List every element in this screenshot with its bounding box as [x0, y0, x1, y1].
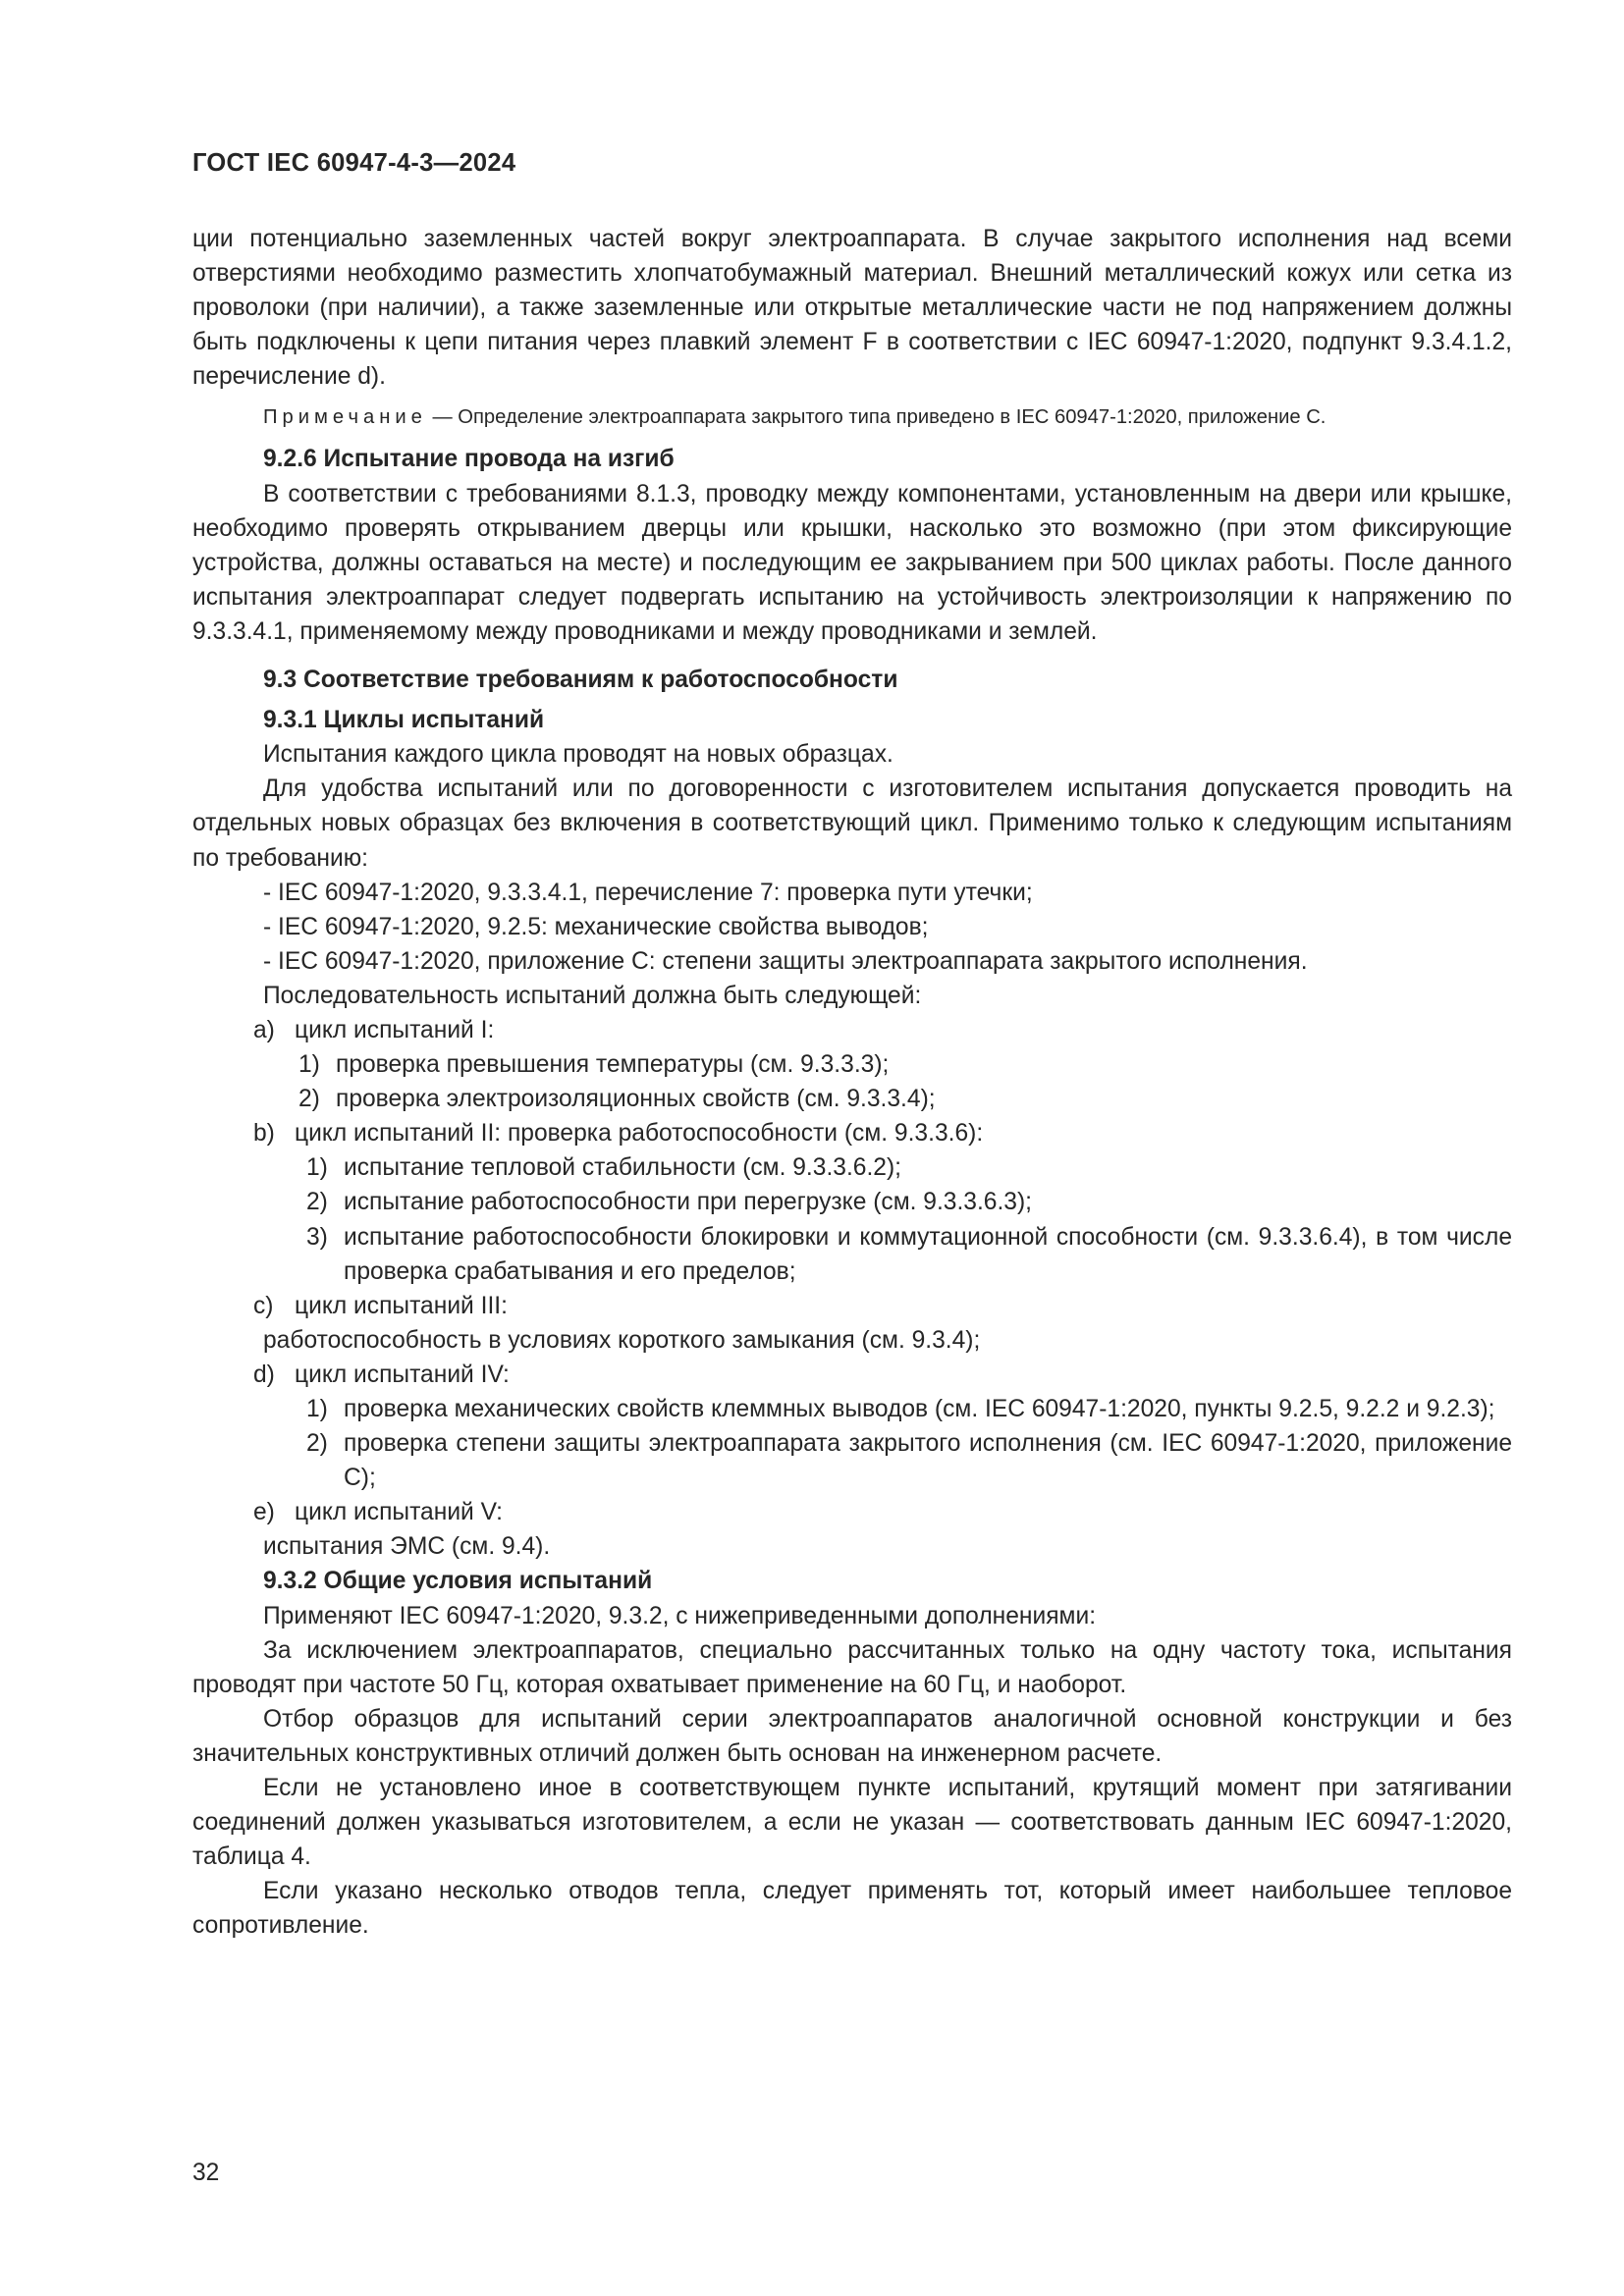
- list-marker: d): [253, 1361, 275, 1388]
- list-marker: 1): [298, 1051, 320, 1079]
- list-marker: c): [253, 1292, 274, 1319]
- list-marker: a): [253, 1016, 275, 1043]
- page-number: 32: [192, 2160, 220, 2186]
- list-item-e: [192, 1495, 1512, 1529]
- list-marker: e): [253, 1499, 275, 1526]
- list-item: - IEC 60947-1:2020, приложение С: степени защиты электроаппарата закрытого исполнения.: [263, 947, 1308, 975]
- list-text: испытание работоспособности блокировки и коммутационной способности (см. 9.3.3.6.4), в том числе проверка срабатывания и его пределов;: [344, 1223, 1512, 1285]
- list-text: испытание работоспособности при перегрузке (см. 9.3.3.6.3);: [344, 1189, 1033, 1216]
- section-heading-9-3-2: 9.3.2 Общие условия испытаний: [263, 1568, 653, 1595]
- list-text: цикл испытаний I:: [295, 1016, 495, 1043]
- list-text: испытание тепловой стабильности (см. 9.3.3.6.2);: [344, 1154, 901, 1182]
- list-marker: 2): [306, 1430, 328, 1458]
- list-text: проверка степени защиты электроаппарата закрытого исполнения (см. IEC 60947-1:2020, приложение С);: [344, 1430, 1512, 1492]
- list-text: цикл испытаний V:: [295, 1499, 503, 1526]
- paragraph: ции потенциально заземленных частей вокруг электроаппарата. В случае закрытого исполнения над всеми отверстиями необходимо разместить хлопчатобумажный материал. Внешний металлический кожух или сетка из проволоки (при наличии), а также заземленные или открытые металлические части не под напряжением должны быть подключены к цепи питания через плавкий элемент F в соответствии с IEC 60947-1:2020, подпункт 9.3.4.1.2, перечисление d).: [192, 226, 1512, 391]
- list-item-d: [192, 1358, 1512, 1392]
- page-content: [192, 222, 1512, 1944]
- list-item: [192, 1392, 1512, 1426]
- list-marker: b): [253, 1120, 275, 1148]
- section-heading-9-2-6: 9.2.6 Испытание провода на изгиб: [263, 446, 675, 473]
- list-text: цикл испытаний IV:: [295, 1361, 510, 1388]
- list-item: [192, 1047, 1512, 1082]
- paragraph: Последовательность испытаний должна быть следующей:: [263, 982, 922, 1009]
- paragraph: В соответствии с требованиями 8.1.3, проводку между компонентами, установленным на двери или крышке, необходимо проверять открыванием дверцы или крышки, насколько это возможно (при этом фиксирующие устройства, должны оставаться на месте) и последующим ее закрыванием при 500 циклах работы. После данного испытания электроаппарат следует подвергать испытанию на устойчивость электроизоляции к напряжению по 9.3.3.4.1, применяемому между проводниками и между проводниками и землей.: [192, 480, 1512, 645]
- document-header: ГОСТ IEC 60947-4-3—2024: [192, 149, 516, 177]
- list-item: - IEC 60947-1:2020, 9.2.5: механические свойства выводов;: [263, 913, 929, 940]
- paragraph: За исключением электроаппаратов, специально рассчитанных только на одну частоту тока, испытания проводят при частоте 50 Гц, которая охватывает применение на 60 Гц, и наоборот.: [192, 1636, 1512, 1698]
- list-item-b: [192, 1116, 1512, 1150]
- list-text: проверка механических свойств клеммных выводов (см. IEC 60947-1:2020, пункты 9.2.5, 9.2.2 и 9.2.3);: [344, 1396, 1495, 1422]
- paragraph: Испытания каждого цикла проводят на новых образцах.: [263, 741, 893, 769]
- list-continuation: испытания ЭМС (см. 9.4).: [263, 1533, 551, 1561]
- note: [192, 403, 1512, 432]
- list-text: цикл испытаний III:: [295, 1292, 508, 1319]
- section-heading-9-3: 9.3 Соответствие требованиям к работоспособности: [263, 667, 898, 694]
- list-item: [192, 1220, 1512, 1289]
- list-item: [192, 1150, 1512, 1185]
- list-text: цикл испытаний II: проверка работоспособности (см. 9.3.3.6):: [295, 1120, 984, 1148]
- note-label: Примечание: [263, 406, 427, 429]
- paragraph: Отбор образцов для испытаний серии электроаппаратов аналогичной основной конструкции и без значительных конструктивных отличий должен быть основан на инженерном расчете.: [192, 1705, 1512, 1767]
- list-marker: 1): [306, 1396, 328, 1422]
- list-marker: 3): [306, 1223, 328, 1251]
- note-text: — Определение электроаппарата закрытого типа приведено в IEC 60947-1:2020, приложение С.: [426, 406, 1326, 429]
- list-item: [192, 1185, 1512, 1219]
- paragraph: Для удобства испытаний или по договоренности с изготовителем испытания допускается проводить на отдельных новых образцах без включения в соответствующий цикл. Применимо только к следующим испытаниям по требованию:: [192, 775, 1512, 872]
- list-item: [192, 1082, 1512, 1116]
- paragraph: Если указано несколько отводов тепла, следует применять тот, который имеет наибольшее тепловое сопротивление.: [192, 1878, 1512, 1940]
- list-marker: 1): [306, 1154, 328, 1182]
- list-item-c: [192, 1289, 1512, 1323]
- paragraph: Применяют IEC 60947-1:2020, 9.3.2, с нижеприведенными дополнениями:: [263, 1602, 1097, 1629]
- list-marker: 2): [306, 1189, 328, 1216]
- section-heading-9-3-1: 9.3.1 Циклы испытаний: [263, 707, 545, 734]
- list-item: - IEC 60947-1:2020, 9.3.3.4.1, перечисление 7: проверка пути утечки;: [263, 879, 1033, 906]
- list-continuation: работоспособность в условиях короткого замыкания (см. 9.3.4);: [263, 1326, 981, 1354]
- paragraph: Если не установлено иное в соответствующем пункте испытаний, крутящий момент при затягивании соединений должен указываться изготовителем, а если не указан — соответствовать данным IEC 60947-1:2020, таблица 4.: [192, 1775, 1512, 1871]
- list-item-a: [192, 1013, 1512, 1047]
- list-text: проверка превышения температуры (см. 9.3.3.3);: [336, 1051, 890, 1079]
- list-text: проверка электроизоляционных свойств (см. 9.3.3.4);: [336, 1086, 936, 1113]
- list-item: [192, 1426, 1512, 1495]
- list-marker: 2): [298, 1086, 320, 1113]
